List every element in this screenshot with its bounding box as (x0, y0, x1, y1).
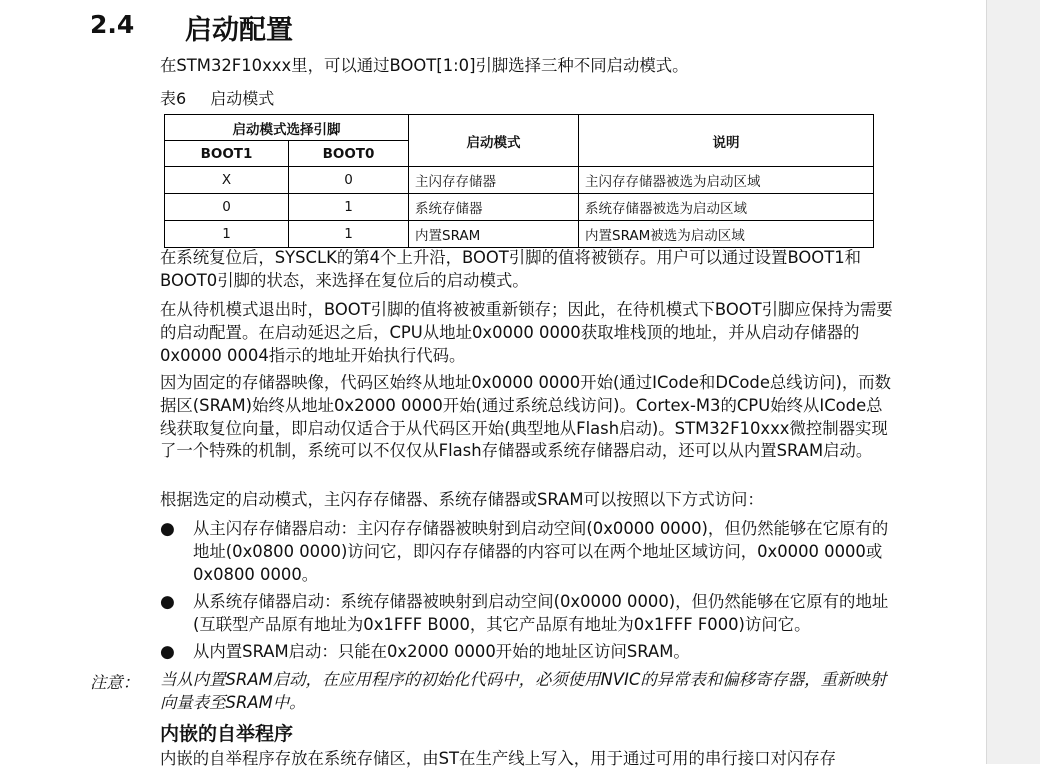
cell-mode: 内置SRAM (409, 221, 579, 248)
table-row (165, 221, 874, 248)
cell-desc: 主闪存存储器被选为启动区域 (579, 167, 874, 194)
table-caption-label: 表6 (160, 89, 187, 108)
header-boot0: BOOT0 (289, 141, 409, 167)
paragraph-memory-map: 因为固定的存储器映像，代码区始终从地址0x0000 0000开始(通过ICode和DCode总线访问)，而数据区(SRAM)始终从地址0x2000 0000开始(通过系统总线访问)。Cortex-M3的CPU始终从ICode总线获取复位向量，即启动仅适合于从代码区开始(典型地从Flash启动)。STM32F10xxx微控制器实现了一个特殊的机制，系统可以不仅仅从Flash存储器或系统存储器启动，还可以从内置SRAM启动。 (160, 373, 892, 461)
header-description: 说明 (579, 115, 874, 167)
intro-paragraph: 在STM32F10xxx里，可以通过BOOT[1:0]引脚选择三种不同启动模式。 (160, 56, 689, 75)
cell-boot0: 0 (289, 167, 409, 194)
cell-mode: 主闪存存储器 (409, 167, 579, 194)
note-text: 当从内置SRAM启动，在应用程序的初始化代码中，必须使用NVIC的异常表和偏移寄存器，重新映射向量表至SRAM中。 (160, 670, 887, 712)
cell-desc: 内置SRAM被选为启动区域 (579, 221, 874, 248)
bullet-icon: ● (160, 519, 175, 539)
bullet-icon: ● (160, 592, 175, 612)
table-row (165, 167, 874, 194)
section-number: 2.4 (90, 10, 135, 39)
subsection-title: 内嵌的自举程序 (160, 723, 294, 745)
list-item (160, 518, 890, 586)
header-boot-pins: 启动模式选择引脚 (165, 115, 409, 141)
cell-desc: 系统存储器被选为启动区域 (579, 194, 874, 221)
boot-mode-table (164, 114, 874, 248)
table-row (165, 194, 874, 221)
page-side-margin (986, 0, 1040, 764)
note-label: 注意： (90, 673, 140, 692)
paragraph-boot-latch: 在系统复位后，SYSCLK的第4个上升沿，BOOT引脚的值将被锁存。用户可以通过设置BOOT1和BOOT0引脚的状态，来选择在复位后的启动模式。 (160, 248, 862, 290)
header-boot1: BOOT1 (165, 141, 289, 167)
cell-boot0: 1 (289, 194, 409, 221)
paragraph-access-intro: 根据选定的启动模式，主闪存存储器、系统存储器或SRAM可以按照以下方式访问： (160, 490, 764, 509)
list-item (160, 591, 890, 637)
header-boot-mode: 启动模式 (409, 115, 579, 167)
bullet-text: 从主闪存存储器启动：主闪存存储器被映射到启动空间(0x0000 0000)，但仍然能够在它原有的地址(0x0800 0000)访问它，即闪存存储器的内容可以在两个地址区域访问，0x0000 0000或0x0800 0000。 (193, 519, 889, 584)
bullet-icon: ● (160, 642, 175, 662)
bullet-text: 从系统存储器启动：系统存储器被映射到启动空间(0x0000 0000)，但仍然能够在它原有的地址(互联型产品原有地址为0x1FFF B000，其它产品原有地址为0x1FFF F000)访问它。 (193, 592, 889, 634)
paragraph-standby: 在从待机模式退出时，BOOT引脚的值将被被重新锁存；因此，在待机模式下BOOT引脚应保持为需要的启动配置。在启动延迟之后，CPU从地址0x0000 0000获取堆栈顶的地址，并从启动存储器的0x0000 0004指示的地址开始执行代码。 (160, 300, 893, 365)
cell-boot1: X (165, 167, 289, 194)
cell-mode: 系统存储器 (409, 194, 579, 221)
cell-boot1: 0 (165, 194, 289, 221)
cell-boot1: 1 (165, 221, 289, 248)
subsection-first-line: 内嵌的自举程序存放在系统存储区，由ST在生产线上写入，用于通过可用的串行接口对闪存存 (160, 749, 837, 768)
table-caption-title: 启动模式 (210, 89, 275, 108)
table-caption (160, 86, 274, 109)
section-title: 启动配置 (185, 15, 293, 46)
list-item (160, 641, 890, 664)
bullet-text: 从内置SRAM启动：只能在0x2000 0000开始的地址区访问SRAM。 (193, 642, 690, 661)
cell-boot0: 1 (289, 221, 409, 248)
